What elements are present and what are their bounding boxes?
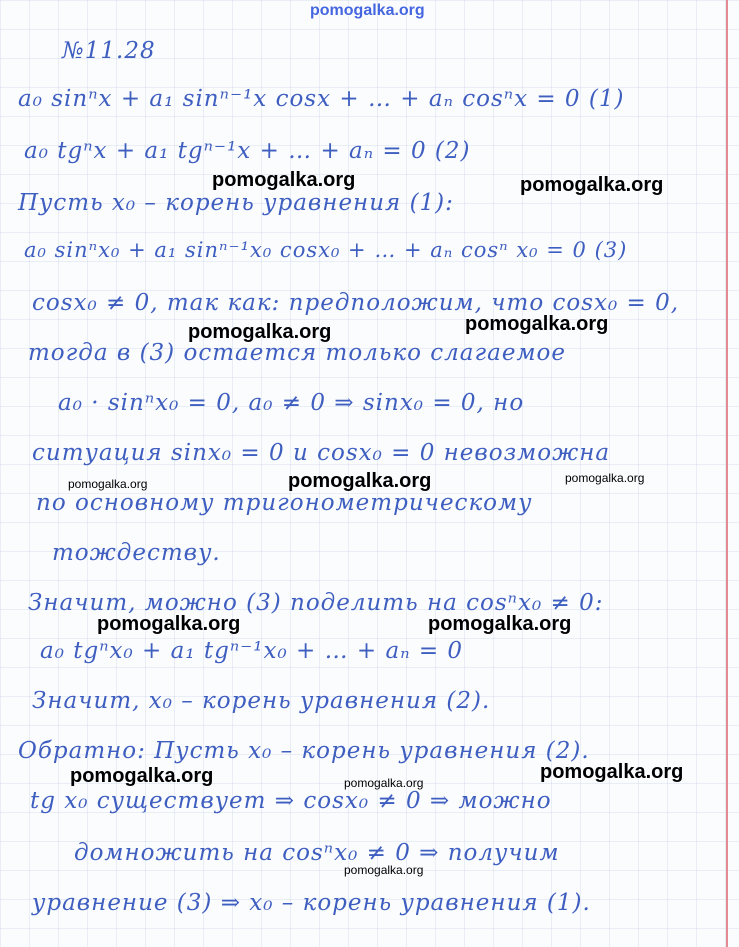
text-line: cosx₀ ≠ 0, так как: предположим, что cosx₀ = 0,	[32, 290, 680, 316]
text-line: Значит, можно (3) поделить на cosⁿx₀ ≠ 0:	[28, 590, 604, 616]
text-line: tg x₀ существует ⇒ cosx₀ ≠ 0 ⇒ можно	[30, 788, 552, 814]
text-line: по основному тригонометрическому	[36, 490, 533, 516]
watermark: pomogalka.org	[428, 613, 572, 635]
watermark: pomogalka.org	[540, 761, 684, 783]
text-line: уравнение (3) ⇒ x₀ – корень уравнения (1).	[32, 890, 591, 916]
text-line: домножить на cosⁿx₀ ≠ 0 ⇒ получим	[74, 840, 560, 866]
watermark: pomogalka.org	[344, 863, 424, 877]
watermark: pomogalka.org	[212, 169, 356, 191]
equation-line: a₀ tgⁿx₀ + a₁ tgⁿ⁻¹x₀ + … + aₙ = 0	[40, 638, 464, 664]
header-watermark: pomogalka.org	[310, 2, 425, 19]
margin-line	[726, 0, 728, 947]
equation-3: a₀ sinⁿx₀ + a₁ sinⁿ⁻¹x₀ cosx₀ + … + aₙ cosⁿ x₀ = 0 (3)	[24, 238, 628, 262]
text-line: a₀ · sinⁿx₀ = 0, a₀ ≠ 0 ⇒ sinx₀ = 0, но	[58, 390, 525, 416]
text-line: тождеству.	[52, 540, 221, 566]
watermark: pomogalka.org	[97, 613, 241, 635]
watermark: pomogalka.org	[70, 765, 214, 787]
text-line: тогда в (3) остается только слагаемое	[28, 340, 566, 366]
watermark: pomogalka.org	[520, 174, 664, 196]
watermark: pomogalka.org	[344, 776, 424, 790]
watermark: pomogalka.org	[188, 321, 332, 343]
text-line: ситуация sinx₀ = 0 и cosx₀ = 0 невозможна	[32, 440, 611, 466]
equation-2: a₀ tgⁿx + a₁ tgⁿ⁻¹x + … + aₙ = 0 (2)	[24, 138, 471, 164]
problem-number: №11.28	[62, 38, 156, 64]
watermark: pomogalka.org	[68, 477, 148, 491]
text-line: Значит, x₀ – корень уравнения (2).	[32, 688, 491, 714]
watermark: pomogalka.org	[465, 313, 609, 335]
equation-1: a₀ sinⁿx + a₁ sinⁿ⁻¹x cosx + … + aₙ cosⁿx = 0 (1)	[18, 86, 625, 112]
watermark: pomogalka.org	[565, 471, 645, 485]
text-line: Пусть x₀ – корень уравнения (1):	[18, 190, 454, 216]
text-line: Обратно: Пусть x₀ – корень уравнения (2).	[18, 738, 590, 764]
watermark: pomogalka.org	[288, 470, 432, 492]
